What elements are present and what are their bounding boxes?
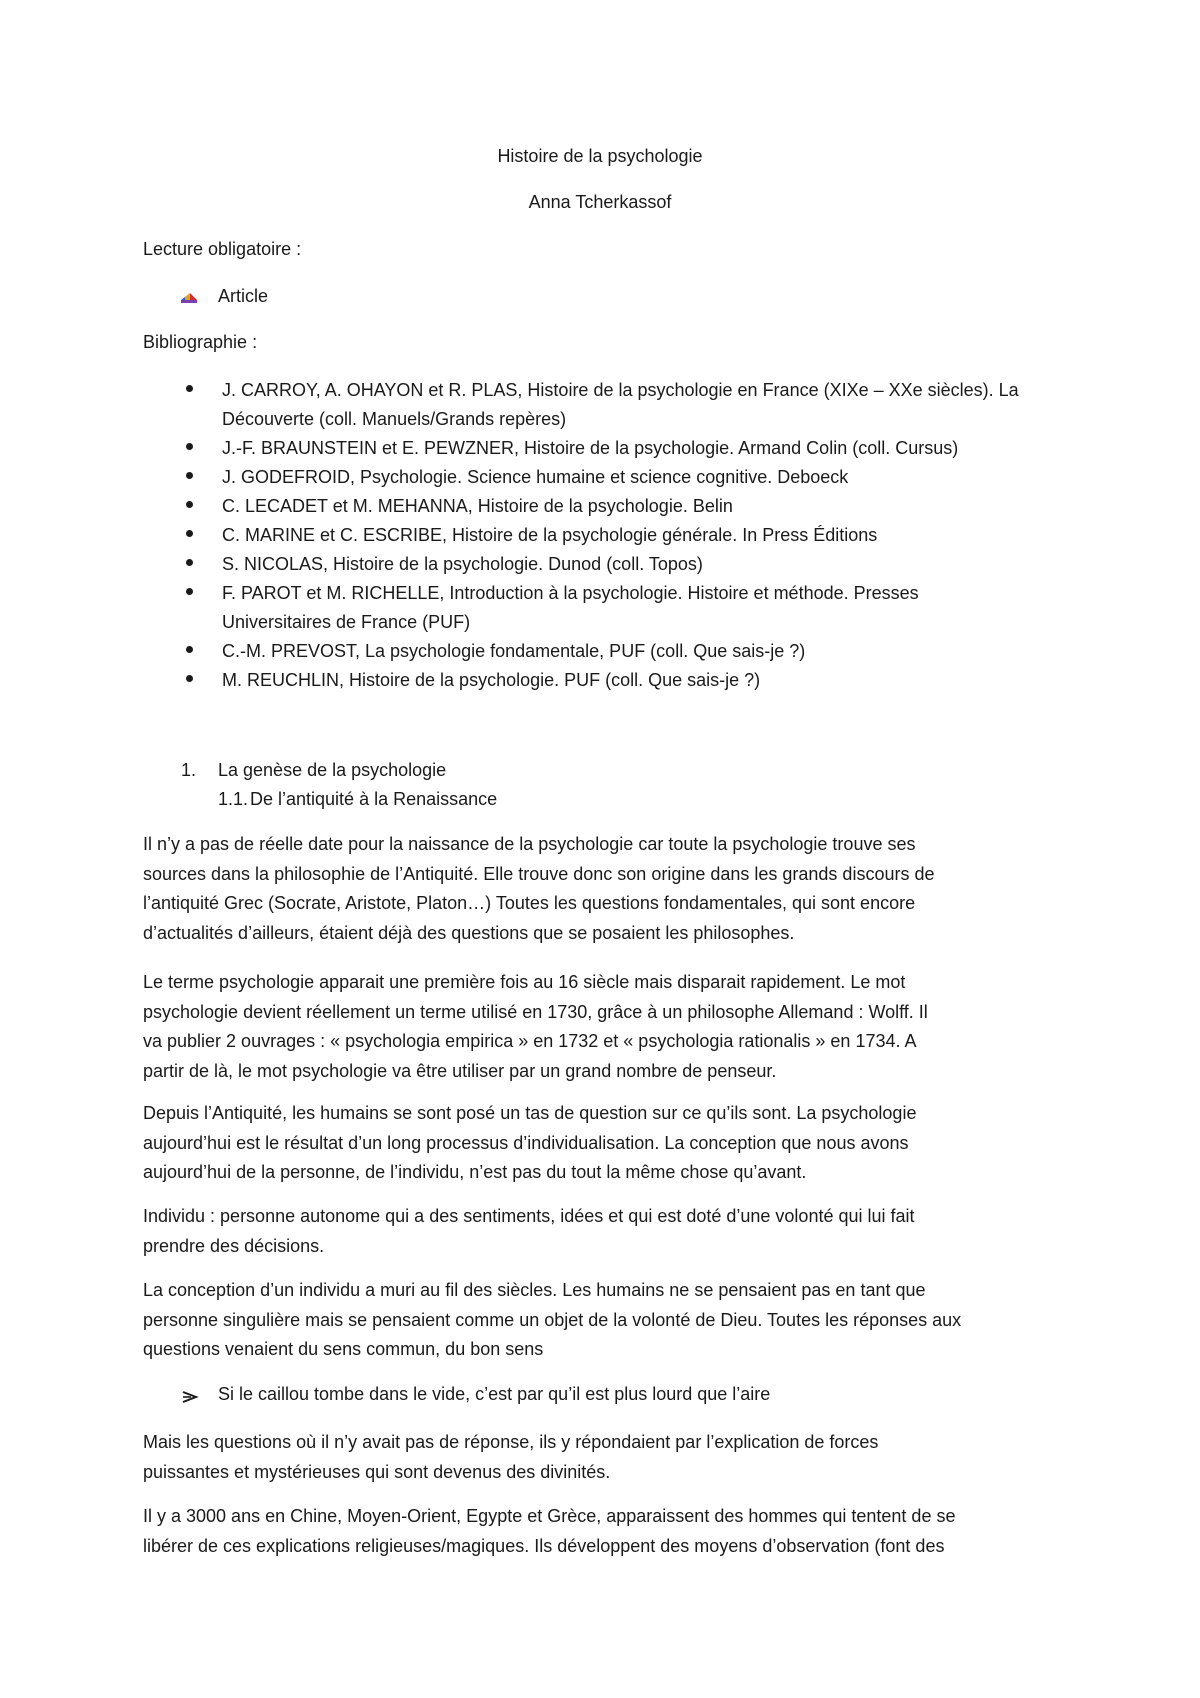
subsection-title: De l’antiquité à la Renaissance bbox=[250, 789, 498, 809]
bullet-icon bbox=[186, 646, 193, 653]
bullet-icon bbox=[186, 472, 193, 479]
paragraph: Mais les questions où il n’y avait pas de réponse, ils y répondaient par l’explication de forces puissantes et mystérieuses qui sont devenus des divinités. bbox=[143, 1432, 879, 1482]
bullet-icon bbox=[186, 443, 193, 450]
bullet-icon bbox=[186, 675, 193, 682]
example-bullet: Si le caillou tombe dans le vide, c’est par qu’il est plus lourd que l’aire bbox=[218, 1384, 771, 1404]
document-title: Histoire de la psychologie bbox=[497, 146, 703, 166]
section-title: La genèse de la psychologie bbox=[218, 760, 447, 780]
chevron-right-bullet-icon bbox=[181, 1390, 199, 1404]
arrow-bullet-icon bbox=[181, 292, 197, 304]
bullet-icon bbox=[186, 559, 193, 566]
paragraph: Le terme psychologie apparait une première fois au 16 siècle mais disparait rapidement. Le mot psychologie devient réellement un terme utilisé en 1730, grâce à un philosophe Allemand : Wolff. Il va publier 2 ouvrages : « psychologia empirica » en 1732 et « psychologia rationalis » en 1734. A partir de là, le mot psychologie va être utiliser par un grand nombre de penseur. bbox=[143, 972, 928, 1081]
bullet-icon bbox=[186, 385, 193, 392]
reading-item: Article bbox=[218, 286, 269, 306]
document-author: Anna Tcherkassof bbox=[528, 192, 672, 212]
bullet-icon bbox=[186, 501, 193, 508]
reading-heading: Lecture obligatoire : bbox=[143, 239, 302, 259]
paragraph: La conception d’un individu a muri au fil des siècles. Les humains ne se pensaient pas en tant que personne singulière mais se pensaient comme un objet de la volonté de Dieu. Toutes les réponses aux questions venaient du sens commun, du bon sens bbox=[143, 1280, 962, 1359]
subsection-number: 1.1. bbox=[218, 789, 249, 809]
paragraph: Individu : personne autonome qui a des sentiments, idées et qui est doté d’une volonté qui lui fait prendre des décisions. bbox=[143, 1206, 915, 1256]
paragraph: Depuis l’Antiquité, les humains se sont posé un tas de question sur ce qu’ils sont. La psychologie aujourd’hui est le résultat d’un long processus d’individualisation. La conception que nous avons aujourd’hui de la personne, de l’individu, n’est pas du tout la même chose qu’avant. bbox=[143, 1103, 917, 1182]
paragraph: Il y a 3000 ans en Chine, Moyen-Orient, Egypte et Grèce, apparaissent des hommes qui tentent de se libérer de ces explications religieuses/magiques. Ils développent des moyens d’observation (font des bbox=[143, 1506, 956, 1556]
document-page: Histoire de la psychologie Anna Tcherkassof Lecture obligatoire : Article Bibliographie : J. CARROY, A. OHAYON et R. PLAS, Histoire de la psychologie en France (XIXe – XXe siècles). La Découverte (coll. Manuels/Grands repères) J.-F. BRAUNSTEIN et E. PEWZNER, Histoire de la psychologie. Armand Colin (coll. Cursus) J. GODEFROID, Psychologie. Science humaine et science cognitive. Deboeck C. LECADET et M. MEHANNA, Histoire de la psychologie. Belin C. MARINE et C. ESCRIBE, Histoire de la psychologie générale. In Press Éditions S. NICOLAS, Histoire de la psychologie. Dunod (coll. Topos) F. PAROT et M. RICHELLE, Introduction à la psychologie. Histoire et méthode. Presses Universitaires de France (PUF) C.-M. PREVOST, La psychologie fondamentale, PUF (coll. Que sais-je ?) M. REUCHLIN, Histoire de la psychologie. PUF (coll. Que sais-je ?) 1. La genèse de la psychologie 1.1. De l’antiquité à la Renaissance Il n’y a pas de réelle date pour la naissance de la psychologie car toute la psychologie trouve ses sources dans la philosophie de l’Antiquité. Elle trouve donc son origine dans les grands discours de l’antiquité Grec (Socrate, Aristote, Platon…) Toutes les questions fondamentales, qui sont encore d’actualités d’ailleurs, étaient déjà des questions que se posaient les philosophes. Le terme psychologie apparait une première fois au 16 siècle mais disparait rapidement. Le mot psychologie devient réellement un terme utilisé en 1730, grâce à un philosophe Allemand : Wolff. Il va publier 2 ouvrages : « psychologia empirica » en 1732 et « psychologia rationalis » en 1734. A partir de là, le mot psychologie va être utiliser par un grand nombre de penseur. Depuis l’Antiquité, les humains se sont posé un tas de question sur ce qu’ils sont. La psychologie aujourd’hui est le résultat d’un long processus d’individualisation. La conception que nous avons aujourd’hui de la personne, de l’individu, n’est pas du tout la même chose qu’avant. Individu : personne autonome qui a des sentiments, idées et qui est doté d’une volonté qui lui fait prendre des décisions. La conception d’un individu a muri au fil des siècles. Les humains ne se pensaient pas en tant que personne singulière mais se pensaient comme un objet de la volonté de Dieu. Toutes les réponses aux questions venaient du sens commun, du bon sens Si le caillou tombe dans le vide, c’est par qu’il est plus lourd que l’aire Mais les questions où il n’y avait pas de réponse, ils y répondaient par l’explication de forces puissantes et mystérieuses qui sont devenus des divinités. Il y a 3000 ans en Chine, Moyen-Orient, Egypte et Grèce, apparaissent des hommes qui tentent de se libérer de ces explications religieuses/magiques. Ils développent des moyens d’observation (font des bbox=[0, 0, 1200, 1698]
bullet-icon bbox=[186, 588, 193, 595]
bibliography-heading: Bibliographie : bbox=[143, 332, 258, 352]
section-number: 1. bbox=[181, 760, 197, 780]
paragraph: Il n’y a pas de réelle date pour la naissance de la psychologie car toute la psychologie trouve ses sources dans la philosophie de l’Antiquité. Elle trouve donc son origine dans les grands discours de l’antiquité Grec (Socrate, Aristote, Platon…) Toutes les questions fondamentales, qui sont encore d’actualités d’ailleurs, étaient déjà des questions que se posaient les philosophes. bbox=[143, 834, 935, 943]
bullet-icon bbox=[186, 530, 193, 537]
